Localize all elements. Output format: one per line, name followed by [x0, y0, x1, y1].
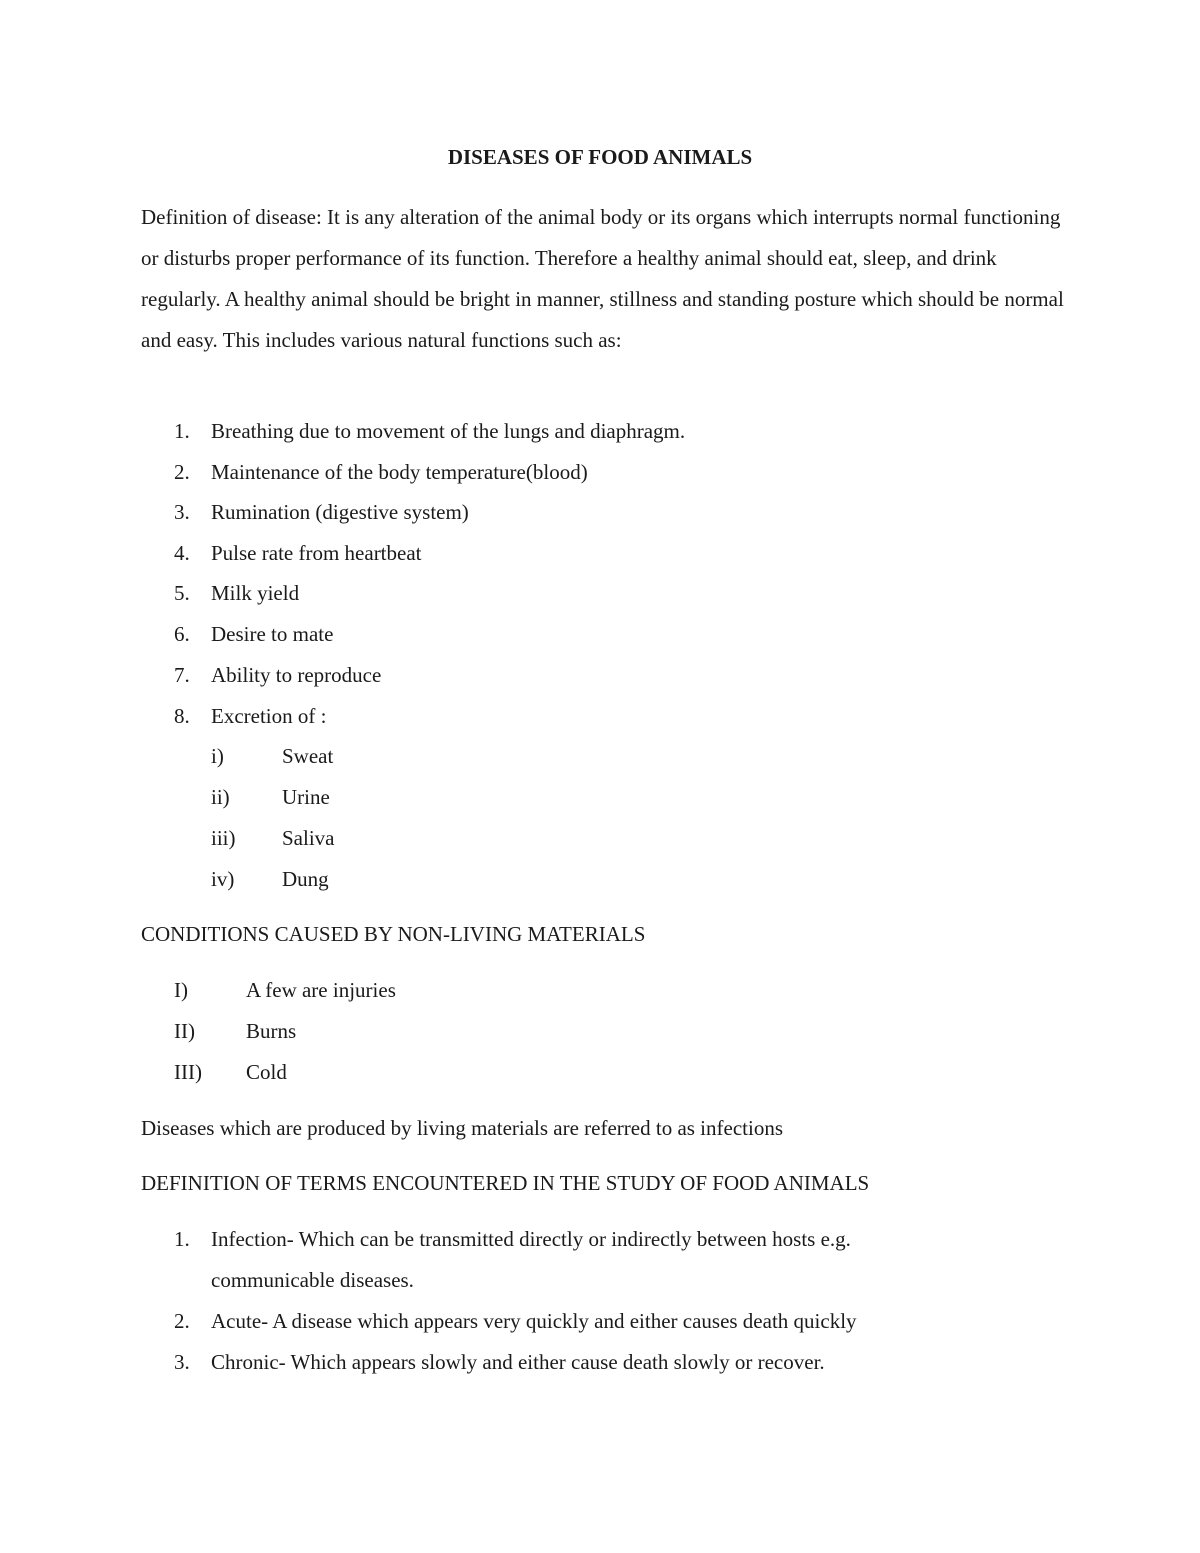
- list-number: 8.: [174, 704, 190, 728]
- condition-text: Burns: [246, 1019, 297, 1043]
- list-text: Ability to reproduce: [211, 663, 382, 687]
- list-number: 1.: [174, 419, 190, 443]
- term-text: Chronic- Which appears slowly and either cause death slowly or recover.: [211, 1350, 825, 1374]
- condition-number: I): [174, 978, 188, 1002]
- list-text: Rumination (digestive system): [211, 500, 469, 524]
- list-text: Excretion of :: [211, 704, 327, 728]
- sublist-number: i): [211, 744, 224, 768]
- list-number: 7.: [174, 663, 190, 687]
- list-text: Breathing due to movement of the lungs and diaphragm.: [211, 419, 686, 443]
- term-text: Acute- A disease which appears very quickly and either causes death quickly: [211, 1309, 857, 1333]
- term-number: 2.: [174, 1309, 190, 1333]
- sublist-text: Sweat: [282, 744, 334, 768]
- infections-note: Diseases which are produced by living materials are referred to as infections: [141, 1116, 783, 1140]
- sublist-text: Saliva: [282, 826, 335, 850]
- list-number: 4.: [174, 541, 190, 565]
- list-number: 3.: [174, 500, 190, 524]
- list-text: Milk yield: [211, 581, 300, 605]
- list-text: Pulse rate from heartbeat: [211, 541, 422, 565]
- list-text: Desire to mate: [211, 622, 334, 646]
- sublist-number: ii): [211, 785, 230, 809]
- document-title: DISEASES OF FOOD ANIMALS: [447, 145, 753, 169]
- term-number: 1.: [174, 1227, 190, 1251]
- list-number: 6.: [174, 622, 190, 646]
- condition-number: III): [174, 1060, 202, 1084]
- sublist-text: Dung: [282, 867, 329, 891]
- term-number: 3.: [174, 1350, 190, 1374]
- list-text: Maintenance of the body temperature(blood): [211, 460, 588, 484]
- section-heading: DEFINITION OF TERMS ENCOUNTERED IN THE STUDY OF FOOD ANIMALS: [141, 1171, 870, 1195]
- sublist-number: iii): [211, 826, 236, 850]
- condition-text: A few are injuries: [246, 978, 396, 1002]
- condition-text: Cold: [246, 1060, 287, 1084]
- term-text-continuation: communicable diseases.: [211, 1268, 414, 1292]
- term-text: Infection- Which can be transmitted directly or indirectly between hosts e.g.: [211, 1227, 851, 1251]
- sublist-text: Urine: [282, 785, 330, 809]
- sublist-number: iv): [211, 867, 235, 891]
- intro-paragraph: Definition of disease: It is any alteration of the animal body or its organs which interrupts normal functioning or disturbs proper performance of its function. Therefore a healthy animal should eat, sleep, and drink regularly. A healthy animal should be bright in manner, stillness and standing posture which should be normal and easy. This includes various natural functions such as:: [141, 205, 1064, 352]
- list-number: 5.: [174, 581, 190, 605]
- list-number: 2.: [174, 460, 190, 484]
- condition-number: II): [174, 1019, 195, 1043]
- section-heading: CONDITIONS CAUSED BY NON-LIVING MATERIALS: [141, 922, 646, 946]
